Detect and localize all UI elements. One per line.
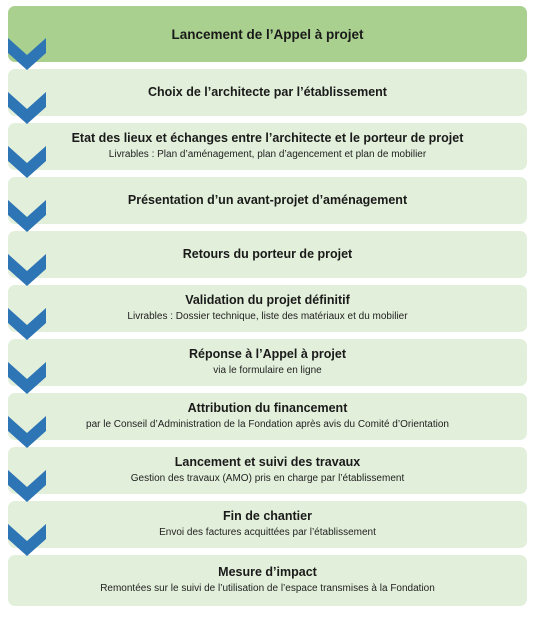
step-11-subtitle: Remontées sur le suivi de l’utilisation de l’espace transmises à la Fondation xyxy=(100,583,435,594)
chevron-down-icon xyxy=(8,362,46,394)
chevron-down-icon xyxy=(8,524,46,556)
step-3-title: Etat des lieux et échanges entre l’architecte et le porteur de projet xyxy=(71,131,464,145)
step-7-box xyxy=(8,339,527,386)
chevron-down-icon xyxy=(8,254,46,286)
step-10-subtitle: Envoi des factures acquittées par l’établissement xyxy=(159,527,376,538)
chevron-down-icon xyxy=(8,470,46,502)
step-9-subtitle: Gestion des travaux (AMO) pris en charge par l’établissement xyxy=(130,473,405,484)
step-3-box xyxy=(8,123,527,170)
step-1-box xyxy=(8,6,527,62)
step-9-box xyxy=(8,447,527,494)
step-8-box xyxy=(8,393,527,440)
chevron-down-icon xyxy=(8,416,46,448)
chevron-down-icon xyxy=(8,92,46,124)
step-7-subtitle: via le formulaire en ligne xyxy=(213,365,322,376)
step-7-title: Réponse à l’Appel à projet xyxy=(189,347,346,361)
step-11-box xyxy=(8,555,527,606)
step-6-box xyxy=(8,285,527,332)
step-1-title: Lancement de l’Appel à projet xyxy=(171,26,364,42)
chevron-down-icon xyxy=(8,308,46,340)
step-11-title: Mesure d’impact xyxy=(218,565,317,579)
step-4-box xyxy=(8,177,527,224)
step-8-subtitle: par le Conseil d’Administration de la Fondation après avis du Comité d’Orientation xyxy=(86,419,449,430)
step-2-box xyxy=(8,69,527,116)
step-6-title: Validation du projet définitif xyxy=(185,293,350,307)
step-10-box xyxy=(8,501,527,548)
step-3-subtitle: Livrables : Plan d’aménagement, plan d’agencement et plan de mobilier xyxy=(108,149,427,160)
step-6-subtitle: Livrables : Dossier technique, liste des matériaux et du mobilier xyxy=(127,311,408,322)
step-2-title: Choix de l’architecte par l’établissement xyxy=(148,85,387,99)
chevron-down-icon xyxy=(8,38,46,70)
step-4-title: Présentation d’un avant-projet d’aménagement xyxy=(127,193,408,207)
chevron-down-icon xyxy=(8,200,46,232)
step-9-title: Lancement et suivi des travaux xyxy=(174,455,361,469)
step-8-title: Attribution du financement xyxy=(187,401,348,415)
step-5-title: Retours du porteur de projet xyxy=(182,247,353,261)
chevron-down-icon xyxy=(8,146,46,178)
step-5-box xyxy=(8,231,527,278)
step-10-title: Fin de chantier xyxy=(223,509,312,523)
